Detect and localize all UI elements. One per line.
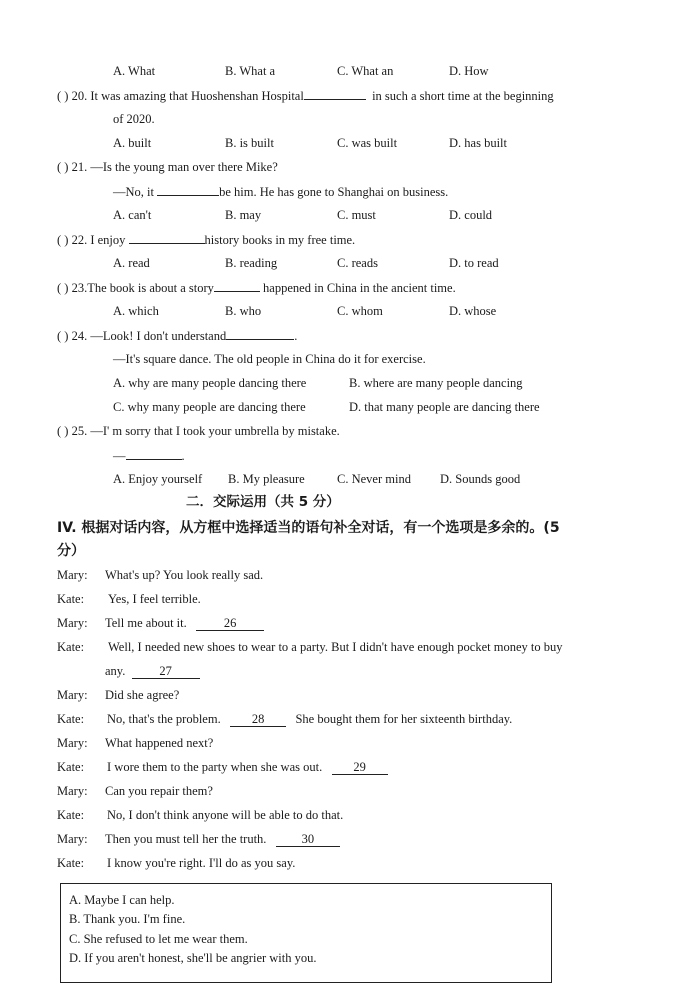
q22-option-a: A. read [113,256,150,270]
dialogue-text: Well, I needed new shoes to wear to a party. But I didn't have enough pocket money to buy [108,640,563,654]
speaker-name: Mary: [57,616,88,630]
question-number: 22. [71,233,88,247]
dialogue-text: Then you must tell her the truth. [105,832,267,846]
question-text: I enjoy [90,233,126,247]
q25-option-c: C. Never mind [337,472,411,486]
q23-option-d: D. whose [449,304,497,318]
section-2-title: 二．交际运用（共 5 分） [186,494,340,510]
speaker-name: Kate: [57,808,85,822]
q25-option-b: B. My pleasure [228,472,305,486]
speaker-name: Kate: [57,592,85,606]
speaker-name: Kate: [57,856,85,870]
question-25-line2 [113,447,185,464]
question-text: —Is the young man over there Mike? [90,160,278,174]
dialogue-line-cont [105,663,200,679]
question-21-line2 [113,183,448,200]
reply-period: . [181,449,185,463]
dialogue-text: Can you repair them? [105,784,213,798]
speaker-name: Kate: [57,712,85,726]
speaker-name: Mary: [57,736,88,750]
q19-option-d: D. How [449,64,489,78]
question-23-stem [57,279,456,296]
q23-option-a: A. which [113,304,159,318]
dialogue-text: any. [105,664,126,678]
q24-option-c: C. why many people are dancing there [113,400,306,414]
q21-option-a: A. can't [113,208,152,222]
dialogue-text: What's up? You look really sad. [105,568,264,582]
box-option-b: B. Thank you. I'm fine. [69,912,186,926]
reply-dash: — [113,449,126,463]
section-4-heading: IV. 根据对话内容，从方框中选择适当的语句补全对话，有一个选项是多余的。(5 [57,520,560,536]
dialogue-line [57,783,213,799]
q23-option-c: C. whom [337,304,383,318]
q20-option-a: A. built [113,136,152,150]
q24-option-d: D. that many people are dancing there [349,400,540,414]
dialogue-text: I wore them to the party when she was out. [107,760,323,774]
answer-blank[interactable] [304,87,366,100]
speaker-name: Mary: [57,832,88,846]
question-24-stem [57,327,297,344]
answer-blank[interactable] [129,231,205,244]
dialogue-text: Tell me about it. [105,616,187,630]
question-text-after: in such a short time at the beginning [372,89,554,103]
question-25-stem [57,423,340,439]
question-number: 24. [71,329,88,343]
dialogue-line [57,639,562,655]
question-text: The book is about a story [87,281,214,295]
question-number: 20. [71,89,88,103]
q21-option-b: B. may [225,208,262,222]
dialogue-text: Did she agree? [105,688,180,702]
q20-option-d: D. has built [449,136,507,150]
q19-option-a: A. What [113,64,156,78]
box-option-a: A. Maybe I can help. [69,893,175,907]
dialogue-text: What happened next? [105,736,214,750]
box-option-c: C. She refused to let me wear them. [69,932,248,946]
question-text-after: . [294,329,298,343]
q24-option-b: B. where are many people dancing [349,376,523,390]
answer-paren[interactable]: ( ) [57,160,69,174]
q21-option-d: D. could [449,208,493,222]
q25-option-d: D. Sounds good [440,472,521,486]
q22-option-c: C. reads [337,256,378,270]
q20-option-c: C. was built [337,136,398,150]
dialogue-blank-27[interactable]: 27 [132,664,200,679]
dialogue-line [57,735,213,751]
answer-blank[interactable] [226,327,294,340]
dialogue-line [57,831,340,847]
q22-option-b: B. reading [225,256,278,270]
reply-text: —No, it [113,185,154,199]
q20-option-b: B. is built [225,136,274,150]
dialogue-line [57,759,388,775]
speaker-name: Kate: [57,760,85,774]
question-number: 21. [71,160,88,174]
speaker-name: Mary: [57,784,88,798]
answer-paren[interactable]: ( ) [57,233,69,247]
question-number: 25. [71,424,88,438]
dialogue-text-after: She bought them for her sixteenth birthday. [295,712,513,726]
dialogue-text: No, that's the problem. [107,712,221,726]
q19-option-c: C. What an [337,64,394,78]
speaker-name: Mary: [57,688,88,702]
question-text-after: history books in my free time. [204,233,356,247]
dialogue-text: No, I don't think anyone will be able to do that. [107,808,344,822]
speaker-name: Mary: [57,568,88,582]
q22-option-d: D. to read [449,256,499,270]
dialogue-line [57,687,179,703]
question-21-stem [57,159,278,175]
question-number: 23. [71,281,88,295]
speaker-name: Kate: [57,640,85,654]
dialogue-blank-26[interactable]: 26 [196,616,264,631]
question-text-after: happened in China in the ancient time. [263,281,456,295]
q19-option-b: B. What a [225,64,276,78]
q21-option-c: C. must [337,208,376,222]
question-22-stem [57,231,355,248]
dialogue-blank-28[interactable]: 28 [230,712,286,727]
section-4-heading-cont: 分） [57,543,85,559]
answer-blank[interactable] [126,447,182,460]
answer-paren[interactable]: ( ) [57,424,69,438]
q23-option-b: B. who [225,304,262,318]
dialogue-line [57,615,264,631]
question-text: —I' m sorry that I took your umbrella by mistake. [90,424,340,438]
q25-option-a: A. Enjoy yourself [113,472,203,486]
dialogue-line [57,807,343,823]
dialogue-text: Yes, I feel terrible. [108,592,201,606]
answer-blank[interactable] [214,279,260,292]
question-20-stem [57,87,554,104]
question-24-line2: —It's square dance. The old people in China do it for exercise. [113,352,426,366]
dialogue-blank-29[interactable]: 29 [332,760,388,775]
answer-blank[interactable] [157,183,219,196]
reply-text-after: be him. He has gone to Shanghai on business. [219,185,449,199]
dialogue-line [57,591,201,607]
question-20-cont: of 2020. [113,112,155,126]
q24-option-a: A. why are many people dancing there [113,376,307,390]
question-text: It was amazing that Huoshenshan Hospital [90,89,304,103]
dialogue-blank-30[interactable]: 30 [276,832,340,847]
answer-paren[interactable]: ( ) [57,89,69,103]
box-option-d: D. If you aren't honest, she'll be angrier with you. [69,951,317,965]
dialogue-line [57,567,263,583]
answer-paren[interactable]: ( ) [57,281,69,295]
answer-paren[interactable]: ( ) [57,329,69,343]
dialogue-text: I know you're right. I'll do as you say. [107,856,296,870]
dialogue-line [57,855,295,871]
dialogue-line [57,711,512,727]
options-box [60,883,552,983]
question-text: —Look! I don't understand [90,329,227,343]
